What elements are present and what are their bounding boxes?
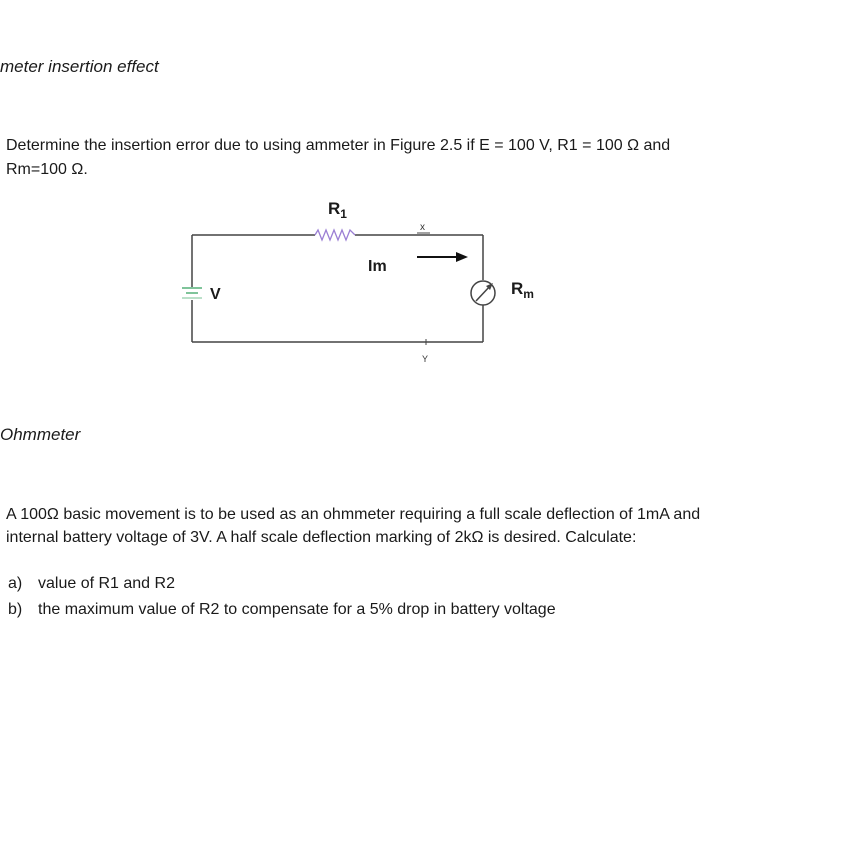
x-label: x [420,222,425,233]
battery-symbol [182,288,202,298]
ammeter-symbol [471,281,495,305]
problem-text-line-1: Determine the insertion error due to using ammeter in Figure 2.5 if E = 100 V, R1 = 100 Ω and [6,137,671,154]
resistor-r1-symbol [315,230,355,240]
circuit-diagram [170,190,560,380]
ohmmeter-problem-line-2: internal battery voltage of 3V. A half scale deflection marking of 2kΩ is desired. Calculate: [6,529,637,546]
current-arrow-icon [417,252,468,262]
list-marker: b) [8,601,23,618]
section-heading-ohmmeter: Ohmmeter [0,425,81,444]
rm-label: $R_m$ [511,279,534,301]
y-label: Y [422,354,429,364]
list-item-text: the maximum value of R2 to compensate for a 5% drop in battery voltage [38,601,556,618]
list-item [8,601,556,619]
problem-text-line-2: Rm=100 Ω. [6,161,88,178]
list-marker: a) [8,575,23,592]
ohmmeter-problem-line-1: A 100Ω basic movement is to be used as an ohmmeter requiring a full scale deflection of 1mA and [6,506,701,523]
v-label: V [210,286,221,303]
section-heading-meter-insertion: meter insertion effect [0,57,159,76]
list-item-text: value of R1 and R2 [38,575,175,592]
im-label: Im [368,258,387,275]
list-item [8,575,175,593]
r1-label: $R_1$ [328,199,347,221]
